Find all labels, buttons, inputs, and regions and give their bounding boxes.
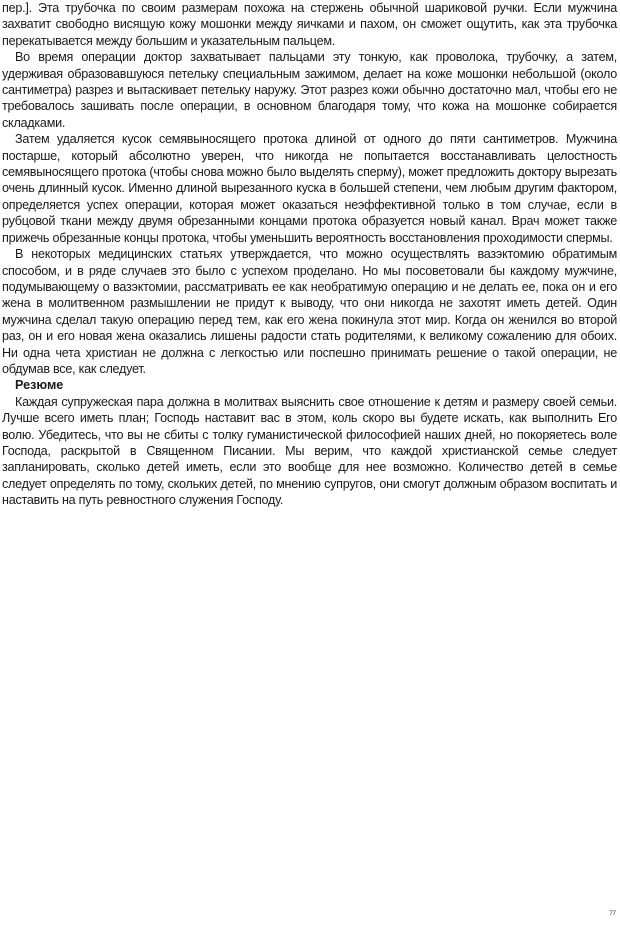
paragraph-removal: Затем удаляется кусок семявыносящего протока длиной от одного до пяти сантиметров. Мужчина постарше, который абсолютно уверен, что никогда не попытается восстанавливать целостность семявыносящего протока (чтобы снова можно было выделять сперму), может предложить доктору вырезать очень длинный кусок. Именно длиной вырезанного куска в большей степени, чем любым другим фактором, определяется успех операции, которая может оказаться неэффективной только в том случае, если в рубцовой ткани между двумя обрезанными концами протока образуется новый канал. Врач может также прижечь обрезанные концы протока, чтобы уменьшить вероятность восстановления проходимости спермы.	[2, 132, 617, 245]
paragraph-continuation: пер.]. Эта трубочка по своим размерам похожа на стержень обычной шариковой ручки. Если мужчина захватит свободно висящую кожу мошонки между яичками и пахом, он сможет ощутить, как эта трубочка перекатывается между большим и указательным пальцем.	[2, 1, 617, 48]
paragraph-operation: Во время операции доктор захватывает пальцами эту тонкую, как проволока, трубочку, а затем, удерживая образовавшуюся петельку специальным зажимом, делает на коже мошонки небольшой (около сантиметра) разрез и вытаскивает петельку наружу. Этот разрез кожи обычно достаточно мал, чтобы его не требовалось зашивать после операции, в основном благодаря тому, что кожа на мошонке собирается складками.	[2, 50, 617, 130]
summary-paragraph: Каждая супружеская пара должна в молитвах выяснить свое отношение к детям и размеру своей семьи. Лучше всего иметь план; Господь наставит вас в этом, коль скоро вы будете искать, как выполнить Его волю. Убедитесь, что вы не сбиты с толку гуманистической философией наших дней, но покоряетесь воле Господа, раскрытой в Священном Писании. Мы верим, что каждой христианской семье следует запланировать, сколько детей иметь, если это вообще для нее возможно. Количество детей в семье следует определять по тому, скольких детей, по мнению супругов, они смогут должным образом воспитать и наставить на путь ревностного служения Господу.	[2, 394, 617, 508]
paragraph-reversibility: В некоторых медицинских статьях утверждается, что можно осуществлять вазэктомию обратимым способом, и в ряде случаев это было с успехом проделано. Но мы посоветовали бы каждому мужчине, подумывающему о вазэктомии, рассматривать ее как необратимую операцию и не делать ее, пока он и его жена в молитвенном размышлении не придут к выводу, что они никогда не захотят иметь детей. Один мужчина сделал такую операцию перед тем, как его жена покинула этот мир. Когда он женился во второй раз, он и его новая жена оказались лишены радости стать родителями, к великому сожалению для обоих. Ни одна чета христиан не должна с легкостью или поспешно принимать решение о такой операции, не обдумав все, как следует.	[2, 247, 617, 376]
section-heading: Резюме	[15, 378, 64, 393]
page-number: 77	[609, 911, 616, 917]
